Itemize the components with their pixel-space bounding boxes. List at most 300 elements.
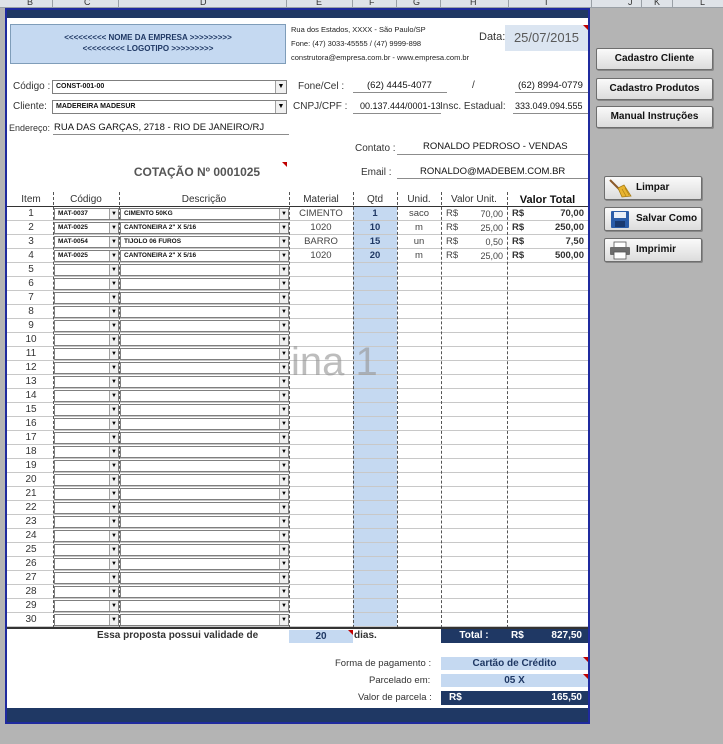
item-material[interactable]: 1020 xyxy=(310,222,332,233)
item-description-select[interactable] xyxy=(120,250,289,262)
th-codigo: Código xyxy=(70,194,102,205)
col-header-e[interactable]: E xyxy=(316,0,323,7)
item-description-select[interactable] xyxy=(120,502,289,514)
chevron-down-icon[interactable]: ▼ xyxy=(109,531,118,541)
chevron-down-icon[interactable]: ▼ xyxy=(109,321,118,331)
item-number: 4 xyxy=(28,250,34,261)
item-description-select[interactable] xyxy=(120,432,289,444)
client-name-value: MADEREIRA MADESUR xyxy=(56,103,136,110)
chevron-down-icon[interactable]: ▼ xyxy=(279,587,288,597)
item-description-select[interactable] xyxy=(120,278,289,290)
item-code-select[interactable] xyxy=(54,418,119,430)
item-description-select[interactable] xyxy=(120,320,289,332)
item-total: 7,50 xyxy=(565,236,584,247)
item-description-select[interactable] xyxy=(120,264,289,276)
item-unit[interactable]: m xyxy=(415,222,423,233)
item-number: 8 xyxy=(28,306,34,317)
cnpj-value[interactable]: 00.137.444/0001-13 xyxy=(360,101,441,111)
item-description-value: CIMENTO 50KG xyxy=(124,210,173,217)
item-number: 16 xyxy=(25,418,37,429)
grid-line xyxy=(507,192,508,628)
item-description-select[interactable] xyxy=(120,208,289,220)
chevron-down-icon[interactable]: ▼ xyxy=(109,307,118,317)
fone-label: Fone/Cel : xyxy=(298,81,345,92)
table-row xyxy=(7,249,588,263)
table-row xyxy=(7,305,588,319)
endereco-underline xyxy=(53,134,289,135)
item-unit-price: 70,00 xyxy=(480,209,503,219)
chevron-down-icon[interactable]: ▼ xyxy=(279,419,288,429)
grid-line xyxy=(441,192,442,628)
top-band xyxy=(7,10,588,18)
floppy-disk-icon xyxy=(608,210,632,229)
fone-underline xyxy=(353,92,447,93)
item-code-select[interactable] xyxy=(54,362,119,374)
item-code-value: MAT-0025 xyxy=(58,252,88,259)
item-number: 18 xyxy=(25,446,37,457)
item-number: 19 xyxy=(25,460,37,471)
item-code-select[interactable] xyxy=(54,432,119,444)
date-value[interactable]: 25/07/2015 xyxy=(505,25,588,51)
item-description-select[interactable] xyxy=(120,600,289,612)
item-description-select[interactable] xyxy=(120,362,289,374)
chevron-down-icon[interactable]: ▼ xyxy=(279,237,288,247)
chevron-down-icon[interactable]: ▼ xyxy=(279,377,288,387)
table-row xyxy=(7,529,588,543)
chevron-down-icon[interactable]: ▼ xyxy=(279,251,288,261)
chevron-down-icon[interactable]: ▼ xyxy=(279,265,288,275)
th-valor-total: Valor Total xyxy=(519,194,576,206)
item-description-select[interactable] xyxy=(120,376,289,388)
th-valor-unit: Valor Unit. xyxy=(451,194,497,205)
item-material[interactable]: BARRO xyxy=(304,236,338,247)
item-material[interactable]: CIMENTO xyxy=(299,208,343,219)
chevron-down-icon[interactable]: ▼ xyxy=(109,293,118,303)
item-code-select[interactable] xyxy=(54,516,119,528)
chevron-down-icon[interactable]: ▼ xyxy=(109,377,118,387)
item-code-value: MAT-0025 xyxy=(58,224,88,231)
comment-indicator xyxy=(583,657,588,662)
item-code-select[interactable] xyxy=(54,278,119,290)
item-description-select[interactable] xyxy=(120,558,289,570)
item-number: 11 xyxy=(25,348,37,359)
installment-value-box xyxy=(441,691,588,705)
chevron-down-icon[interactable]: ▼ xyxy=(279,349,288,359)
item-description-select[interactable] xyxy=(120,446,289,458)
chevron-down-icon[interactable]: ▼ xyxy=(109,223,118,233)
validity-unit: dias. xyxy=(354,630,377,641)
chevron-down-icon[interactable]: ▼ xyxy=(279,405,288,415)
item-description-select[interactable] xyxy=(120,530,289,542)
table-row xyxy=(7,557,588,571)
table-row xyxy=(7,445,588,459)
chevron-down-icon[interactable]: ▼ xyxy=(279,601,288,611)
quote-title: COTAÇÃO Nº 0001025 xyxy=(133,165,261,179)
item-description-select[interactable] xyxy=(120,390,289,402)
chevron-down-icon[interactable]: ▼ xyxy=(275,101,286,113)
chevron-down-icon[interactable]: ▼ xyxy=(109,279,118,289)
chevron-down-icon[interactable]: ▼ xyxy=(279,517,288,527)
item-code-select[interactable] xyxy=(54,544,119,556)
chevron-down-icon[interactable]: ▼ xyxy=(109,545,118,555)
chevron-down-icon[interactable]: ▼ xyxy=(109,447,118,457)
table-row xyxy=(7,431,588,445)
codigo-label: Código : xyxy=(13,81,51,92)
item-code-select[interactable] xyxy=(54,600,119,612)
item-description-select[interactable] xyxy=(120,614,289,626)
table-row xyxy=(7,459,588,473)
col-header-b[interactable]: B xyxy=(27,0,34,7)
contato-label: Contato : xyxy=(355,143,396,154)
item-total-currency: R$ xyxy=(512,250,525,261)
item-qty[interactable]: 1 xyxy=(372,208,378,219)
item-code-select[interactable] xyxy=(54,236,119,248)
chevron-down-icon[interactable]: ▼ xyxy=(279,293,288,303)
chevron-down-icon[interactable]: ▼ xyxy=(279,209,288,219)
page-watermark: ina 1 xyxy=(291,340,378,384)
item-number: 1 xyxy=(28,208,34,219)
company-logo-placeholder[interactable] xyxy=(10,24,286,64)
cnpj-label: CNPJ/CPF : xyxy=(293,101,348,112)
item-code-value: MAT-0037 xyxy=(58,210,88,217)
chevron-down-icon[interactable]: ▼ xyxy=(275,81,286,93)
item-description-select[interactable] xyxy=(120,222,289,234)
item-code-select[interactable] xyxy=(54,292,119,304)
item-code-select[interactable] xyxy=(54,530,119,542)
company-emails: construtora@empresa.com.br - www.empresa.com.br xyxy=(291,53,470,62)
item-total-currency: R$ xyxy=(512,236,525,247)
chevron-down-icon[interactable]: ▼ xyxy=(279,503,288,513)
th-material: Material xyxy=(303,194,339,205)
table-row xyxy=(7,221,588,235)
chevron-down-icon[interactable]: ▼ xyxy=(279,461,288,471)
table-row xyxy=(7,515,588,529)
chevron-down-icon[interactable]: ▼ xyxy=(279,307,288,317)
item-number: 5 xyxy=(28,264,34,275)
item-unit-price: 25,00 xyxy=(480,223,503,233)
comment-indicator xyxy=(348,630,353,635)
col-header-j[interactable]: J xyxy=(628,0,633,7)
col-header-h[interactable]: H xyxy=(470,0,477,7)
fone-value[interactable]: (62) 4445-4077 xyxy=(367,80,432,91)
item-description-value: CANTONEIRA 2" X 5/16 xyxy=(124,252,197,259)
item-number: 14 xyxy=(25,390,37,401)
chevron-down-icon[interactable]: ▼ xyxy=(279,573,288,583)
item-number: 10 xyxy=(25,334,37,345)
item-qty[interactable]: 15 xyxy=(369,236,381,247)
col-header-i[interactable]: I xyxy=(545,0,548,7)
grid-line xyxy=(353,192,354,628)
bottom-band xyxy=(7,708,588,722)
th-qtd: Qtd xyxy=(366,194,384,205)
item-number: 15 xyxy=(25,404,37,415)
chevron-down-icon[interactable]: ▼ xyxy=(279,531,288,541)
client-code-select[interactable] xyxy=(52,80,287,94)
limpar-label: Limpar xyxy=(636,182,670,193)
chevron-down-icon[interactable]: ▼ xyxy=(279,489,288,499)
client-name-select[interactable] xyxy=(52,100,287,114)
chevron-down-icon[interactable]: ▼ xyxy=(109,615,118,625)
item-description-select[interactable] xyxy=(120,474,289,486)
item-description-select[interactable] xyxy=(120,516,289,528)
comment-indicator xyxy=(583,674,588,679)
item-unit-currency: R$ xyxy=(446,208,459,219)
item-unit[interactable]: saco xyxy=(408,208,430,219)
item-code-select[interactable] xyxy=(54,348,119,360)
broom-icon xyxy=(608,179,632,198)
item-unit[interactable]: un xyxy=(413,236,425,247)
item-code-value: MAT-0054 xyxy=(58,238,88,245)
item-number: 29 xyxy=(25,600,37,611)
col-header-l[interactable]: L xyxy=(700,0,706,7)
chevron-down-icon[interactable]: ▼ xyxy=(279,321,288,331)
chevron-down-icon[interactable]: ▼ xyxy=(109,419,118,429)
th-descricao: Descrição xyxy=(181,194,227,205)
chevron-down-icon[interactable]: ▼ xyxy=(279,615,288,625)
item-unit-price: 0,50 xyxy=(485,237,503,247)
table-row xyxy=(7,291,588,305)
chevron-down-icon[interactable]: ▼ xyxy=(109,601,118,611)
item-description-select[interactable] xyxy=(120,460,289,472)
cel-underline xyxy=(515,92,588,93)
payment-value[interactable]: Cartão de Crédito xyxy=(441,657,588,670)
cliente-label: Cliente: xyxy=(13,101,47,112)
chevron-down-icon[interactable]: ▼ xyxy=(279,559,288,569)
item-material[interactable]: 1020 xyxy=(310,250,332,261)
item-code-select[interactable] xyxy=(54,306,119,318)
item-description-select[interactable] xyxy=(120,334,289,346)
comment-indicator xyxy=(282,162,287,167)
chevron-down-icon[interactable]: ▼ xyxy=(109,237,118,247)
imprimir-label: Imprimir xyxy=(636,244,677,255)
table-row xyxy=(7,571,588,585)
company-address: Rua dos Estados, XXXX - São Paulo/SP xyxy=(291,25,426,34)
item-total: 500,00 xyxy=(554,250,584,261)
total-box xyxy=(507,629,588,643)
item-number: 9 xyxy=(28,320,34,331)
quote-sheet xyxy=(5,8,590,724)
item-description-select[interactable] xyxy=(120,236,289,248)
contato-value[interactable]: RONALDO PEDROSO - VENDAS xyxy=(423,141,568,152)
imprimir-button[interactable] xyxy=(604,238,702,262)
logo-line-2: <<<<<<<<< LOGOTIPO >>>>>>>>> xyxy=(82,44,214,53)
table-row xyxy=(7,501,588,515)
table-row xyxy=(7,613,588,627)
fone-separator: / xyxy=(472,80,475,91)
item-unit-currency: R$ xyxy=(446,236,459,247)
installment-currency: R$ xyxy=(449,692,462,703)
email-label: Email : xyxy=(361,167,392,178)
table-row xyxy=(7,389,588,403)
chevron-down-icon[interactable]: ▼ xyxy=(109,573,118,583)
item-code-select[interactable] xyxy=(54,474,119,486)
grid-line xyxy=(119,192,120,628)
chevron-down-icon[interactable]: ▼ xyxy=(279,391,288,401)
table-row xyxy=(7,263,588,277)
cadastro-produtos-button[interactable]: Cadastro Produtos xyxy=(596,78,713,100)
item-number: 28 xyxy=(25,586,37,597)
item-total-currency: R$ xyxy=(512,222,525,233)
table-row xyxy=(7,417,588,431)
chevron-down-icon[interactable]: ▼ xyxy=(109,335,118,345)
item-code-select[interactable] xyxy=(54,222,119,234)
grid-line xyxy=(53,192,54,628)
item-total: 70,00 xyxy=(560,208,584,219)
cadastro-cliente-button[interactable]: Cadastro Cliente xyxy=(596,48,713,70)
installments-label: Parcelado em: xyxy=(369,675,431,686)
inscricao-value[interactable]: 333.049.094.555 xyxy=(515,101,583,111)
item-description-select[interactable] xyxy=(120,404,289,416)
col-header-g[interactable]: G xyxy=(413,0,421,7)
contato-underline xyxy=(397,154,588,155)
column-header-strip xyxy=(0,0,723,8)
item-code-select[interactable] xyxy=(54,334,119,346)
item-number: 12 xyxy=(25,362,37,373)
item-number: 13 xyxy=(25,376,37,387)
chevron-down-icon[interactable]: ▼ xyxy=(109,503,118,513)
table-row xyxy=(7,585,588,599)
item-description-select[interactable] xyxy=(120,488,289,500)
item-number: 20 xyxy=(25,474,37,485)
item-number: 21 xyxy=(25,488,37,499)
item-code-select[interactable] xyxy=(54,586,119,598)
item-code-select[interactable] xyxy=(54,264,119,276)
limpar-button[interactable] xyxy=(604,176,702,200)
chevron-down-icon[interactable]: ▼ xyxy=(109,391,118,401)
item-code-select[interactable] xyxy=(54,572,119,584)
item-number: 25 xyxy=(25,544,37,555)
validity-label: Essa proposta possui validade de xyxy=(97,630,259,641)
chevron-down-icon[interactable]: ▼ xyxy=(279,223,288,233)
item-qty[interactable]: 10 xyxy=(369,222,381,233)
item-description-select[interactable] xyxy=(120,544,289,556)
col-header-c[interactable]: C xyxy=(84,0,91,7)
item-code-select[interactable] xyxy=(54,390,119,402)
item-code-select[interactable] xyxy=(54,502,119,514)
chevron-down-icon[interactable]: ▼ xyxy=(109,209,118,219)
col-header-d[interactable]: D xyxy=(200,0,207,7)
chevron-down-icon[interactable]: ▼ xyxy=(279,475,288,485)
logo-line-1: <<<<<<<<< NOME DA EMPRESA >>>>>>>>> xyxy=(64,33,232,42)
chevron-down-icon[interactable]: ▼ xyxy=(279,433,288,443)
item-description-select[interactable] xyxy=(120,292,289,304)
chevron-down-icon[interactable]: ▼ xyxy=(109,489,118,499)
item-code-select[interactable] xyxy=(54,614,119,626)
email-underline xyxy=(397,178,588,179)
item-description-select[interactable] xyxy=(120,306,289,318)
col-header-k[interactable]: K xyxy=(654,0,661,7)
printer-icon xyxy=(608,241,632,260)
company-phones: Fone: (47) 3033-45555 / (47) 9999-898 xyxy=(291,39,422,48)
installment-value-label: Valor de parcela : xyxy=(358,692,432,703)
table-row xyxy=(7,235,588,249)
chevron-down-icon[interactable]: ▼ xyxy=(109,349,118,359)
client-code-value: CONST-001-00 xyxy=(56,83,105,90)
installments-value[interactable]: 05 X xyxy=(441,674,588,687)
installment-value: 165,50 xyxy=(551,692,582,703)
grid-line xyxy=(397,192,398,628)
item-qty[interactable]: 20 xyxy=(369,250,381,261)
item-description-select[interactable] xyxy=(120,348,289,360)
endereco-label: Endereço: xyxy=(9,123,51,133)
item-description-value: CANTONEIRA 2" X 5/16 xyxy=(124,224,197,231)
chevron-down-icon[interactable]: ▼ xyxy=(109,587,118,597)
item-code-select[interactable] xyxy=(54,320,119,332)
item-code-select[interactable] xyxy=(54,376,119,388)
item-code-select[interactable] xyxy=(54,208,119,220)
chevron-down-icon[interactable]: ▼ xyxy=(109,363,118,373)
date-label: Data: xyxy=(479,31,506,43)
inscricao-label: Insc. Estadual: xyxy=(440,101,506,112)
chevron-down-icon[interactable]: ▼ xyxy=(109,517,118,527)
item-description-select[interactable] xyxy=(120,572,289,584)
chevron-down-icon[interactable]: ▼ xyxy=(109,475,118,485)
item-code-select[interactable] xyxy=(54,446,119,458)
chevron-down-icon[interactable]: ▼ xyxy=(279,363,288,373)
chevron-down-icon[interactable]: ▼ xyxy=(109,405,118,415)
item-number: 3 xyxy=(28,236,34,247)
table-row xyxy=(7,473,588,487)
table-row xyxy=(7,319,588,333)
email-value[interactable]: RONALDO@MADEBEM.COM.BR xyxy=(420,166,566,177)
col-header-f[interactable]: F xyxy=(369,0,375,7)
grid-line xyxy=(289,192,290,628)
item-description-select[interactable] xyxy=(120,418,289,430)
item-code-select[interactable] xyxy=(54,460,119,472)
item-unit[interactable]: m xyxy=(415,250,423,261)
chevron-down-icon[interactable]: ▼ xyxy=(109,433,118,443)
chevron-down-icon[interactable]: ▼ xyxy=(109,461,118,471)
item-unit-price: 25,00 xyxy=(480,251,503,261)
item-number: 2 xyxy=(28,222,34,233)
inscricao-underline xyxy=(513,113,588,114)
table-row xyxy=(7,277,588,291)
chevron-down-icon[interactable]: ▼ xyxy=(109,251,118,261)
item-code-select[interactable] xyxy=(54,488,119,500)
item-number: 6 xyxy=(28,278,34,289)
item-number: 17 xyxy=(25,432,37,443)
chevron-down-icon[interactable]: ▼ xyxy=(279,335,288,345)
chevron-down-icon[interactable]: ▼ xyxy=(279,545,288,555)
total-currency: R$ xyxy=(511,630,524,641)
item-number: 26 xyxy=(25,558,37,569)
item-code-select[interactable] xyxy=(54,404,119,416)
table-row xyxy=(7,599,588,613)
manual-instrucoes-button[interactable]: Manual Instruções xyxy=(596,106,713,128)
endereco-value[interactable]: RUA DAS GARÇAS, 2718 - RIO DE JANEIRO/RJ xyxy=(54,122,265,133)
item-code-select[interactable] xyxy=(54,558,119,570)
item-total: 250,00 xyxy=(554,222,584,233)
item-code-select[interactable] xyxy=(54,250,119,262)
chevron-down-icon[interactable]: ▼ xyxy=(279,447,288,457)
chevron-down-icon[interactable]: ▼ xyxy=(279,279,288,289)
salvar-como-label: Salvar Como xyxy=(636,213,698,224)
chevron-down-icon[interactable]: ▼ xyxy=(109,265,118,275)
table-row xyxy=(7,487,588,501)
cel-value[interactable]: (62) 8994-0779 xyxy=(518,80,583,91)
item-description-select[interactable] xyxy=(120,586,289,598)
salvar-como-button[interactable] xyxy=(604,207,702,231)
table-row xyxy=(7,543,588,557)
item-number: 30 xyxy=(25,614,37,625)
chevron-down-icon[interactable]: ▼ xyxy=(109,559,118,569)
item-number: 27 xyxy=(25,572,37,583)
th-item: Item xyxy=(21,194,41,205)
comment-indicator xyxy=(583,25,588,30)
validity-days[interactable]: 20 xyxy=(289,630,353,643)
total-label: Total : xyxy=(441,629,507,643)
item-unit-currency: R$ xyxy=(446,222,459,233)
